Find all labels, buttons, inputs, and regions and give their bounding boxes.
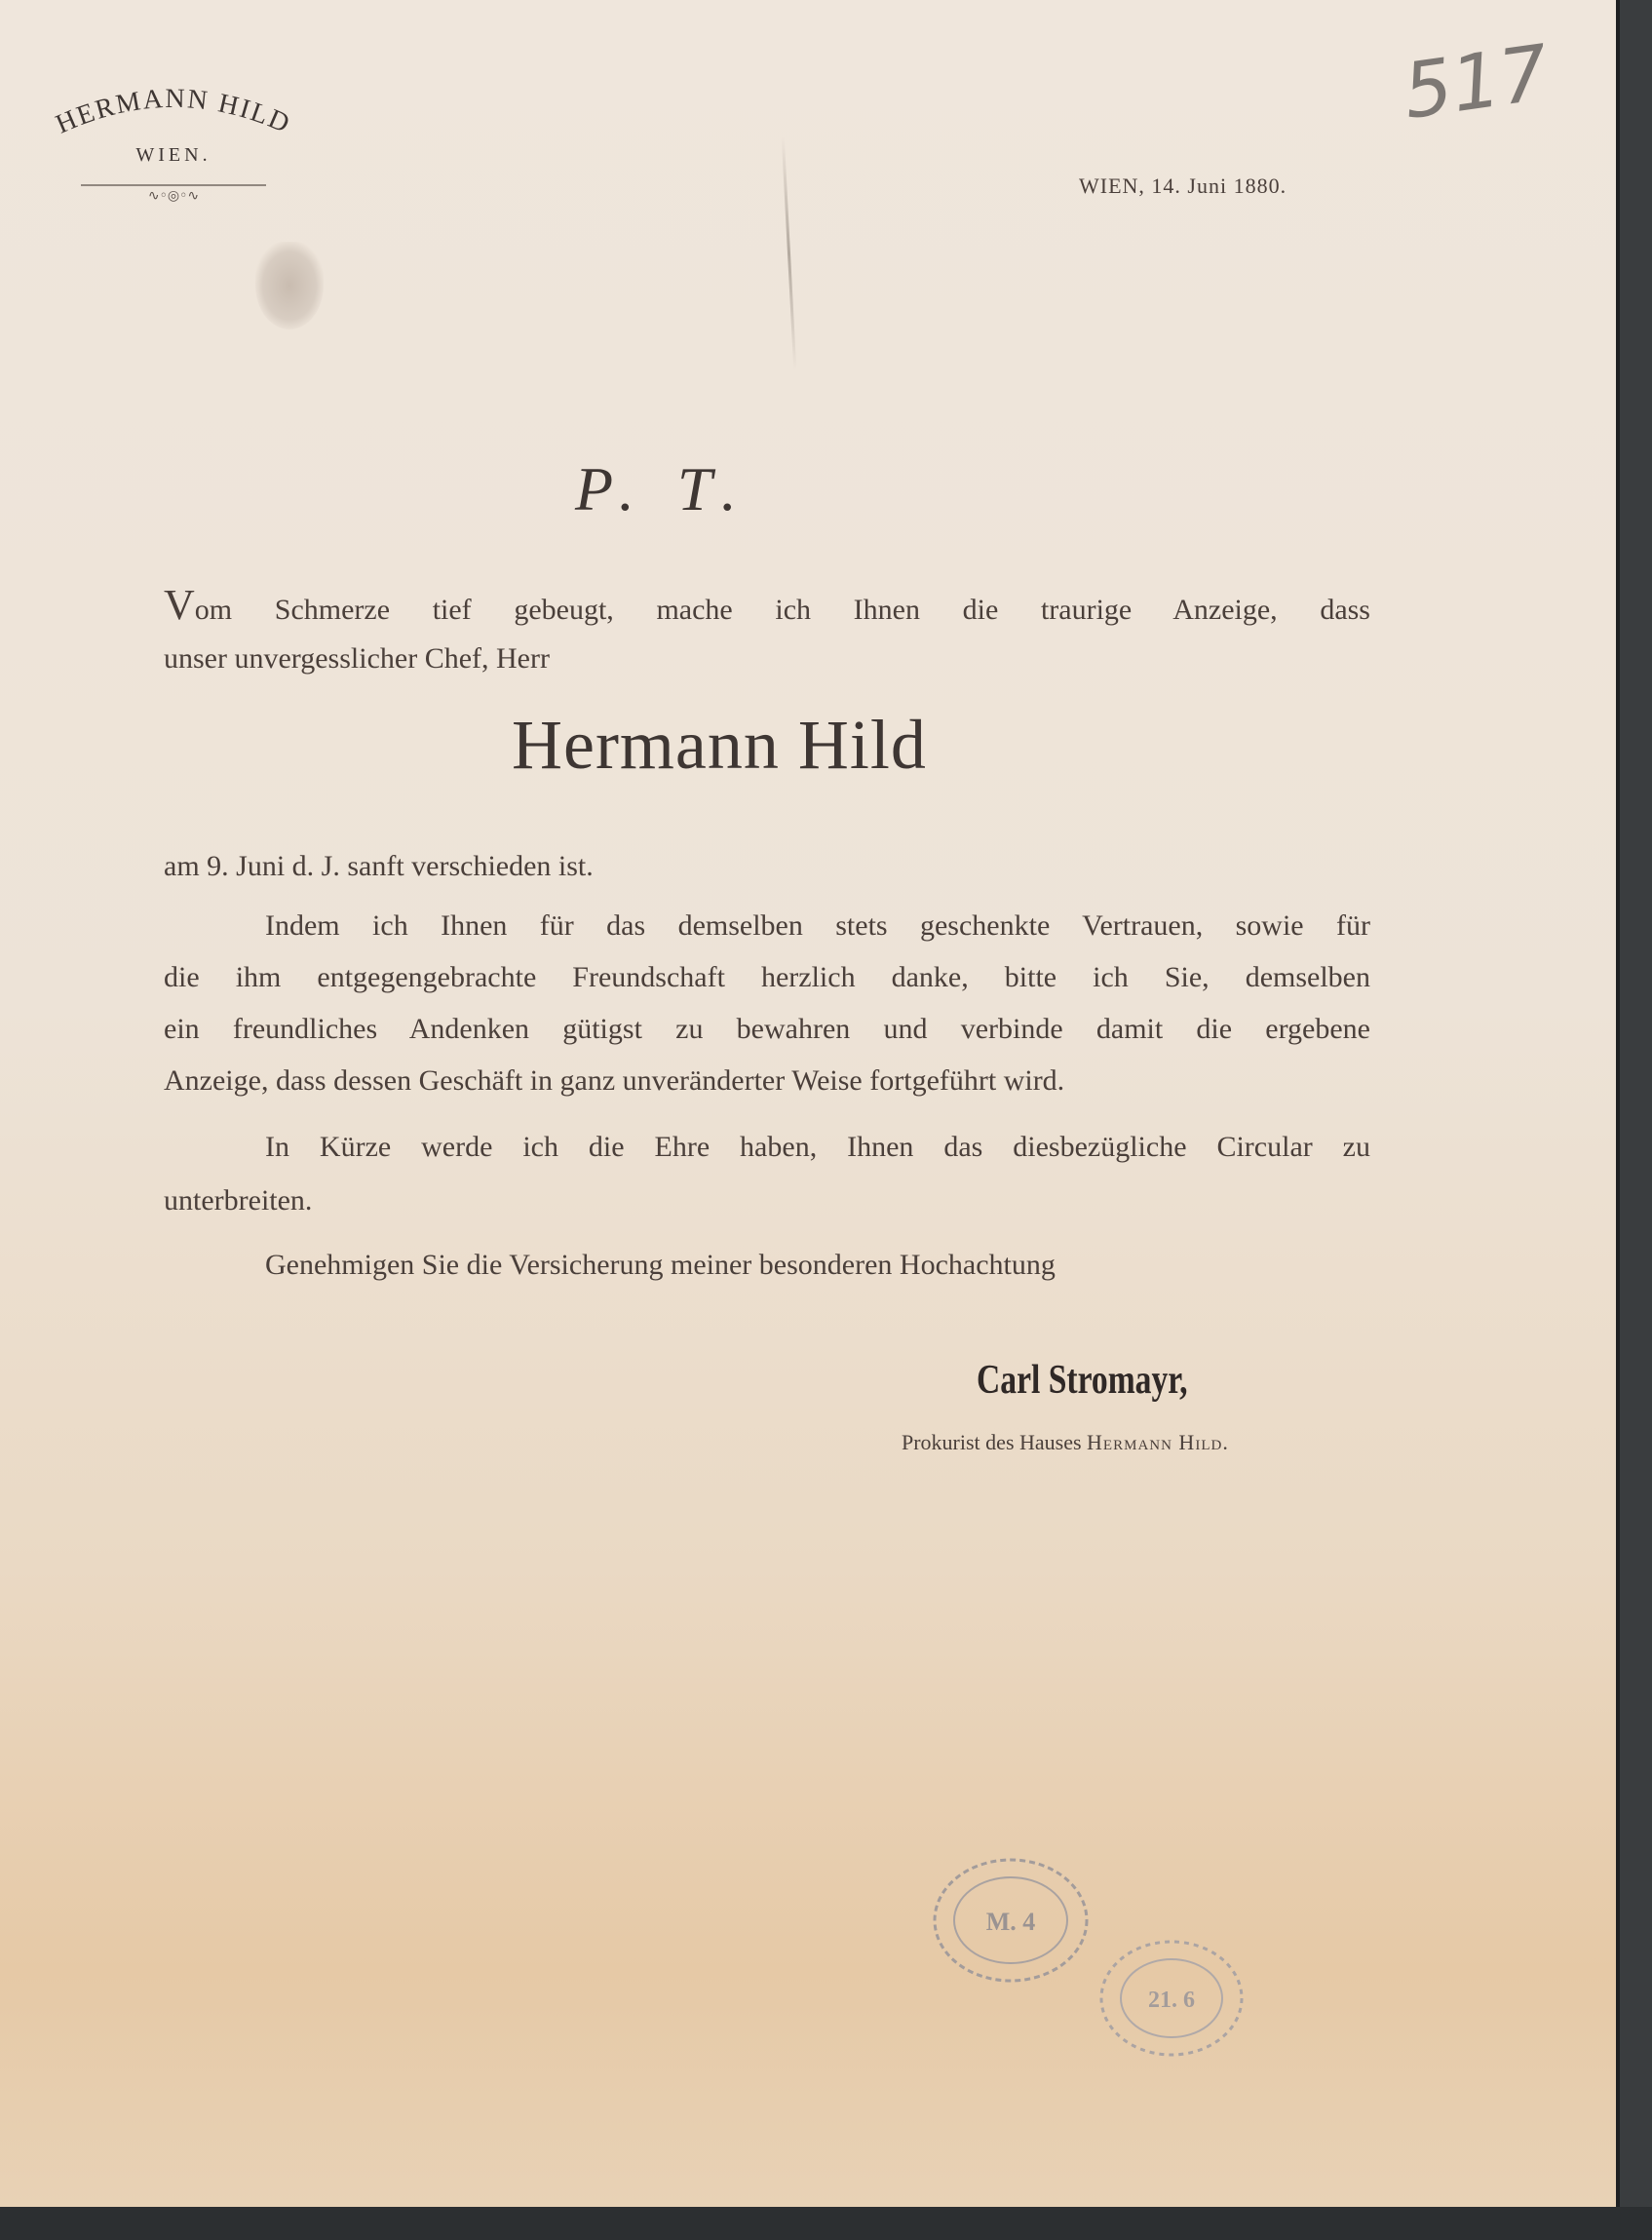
- para3-line1: Indem ich Ihnen für das demselben stets geschenkte Vertrauen, sowie für: [265, 909, 1370, 942]
- paper-crease: [782, 136, 797, 370]
- para1-line1-text: om Schmerze tief gebeugt, mache ich Ihnen die traurige Anzeige, dass: [194, 594, 1370, 626]
- signature: Carl Stromayr,: [977, 1358, 1188, 1403]
- para1-line2: unser unvergesslicher Chef, Herr: [164, 642, 550, 675]
- archive-stamp-2: [1094, 1935, 1249, 2062]
- deceased-name: Hermann Hild: [512, 706, 927, 784]
- para3-line2: die ihm entgegengebrachte Freundschaft herzlich danke, bitte ich Sie, demselben: [164, 961, 1370, 993]
- para2: am 9. Juni d. J. sanft verschieden ist.: [164, 850, 594, 882]
- svg-text:HERMANN HILD: HERMANN HILD: [51, 83, 296, 140]
- closing-line: Genehmigen Sie die Versicherung meiner besonderen Hochachtung: [265, 1249, 1056, 1281]
- stamp1-text: M. 4: [985, 1908, 1036, 1936]
- date-line: WIEN, 14. Juni 1880.: [1079, 174, 1287, 198]
- scan-border: [0, 2207, 1652, 2240]
- para4-line2: unterbreiten.: [164, 1184, 313, 1217]
- para1-line1: [164, 580, 1370, 636]
- para3-line4: Anzeige, dass dessen Geschäft in ganz unveränderter Weise fortgeführt wird.: [164, 1064, 1065, 1097]
- archive-number: 517: [1398, 29, 1555, 136]
- letterhead-logo: [27, 78, 320, 205]
- signature-title: [902, 1430, 1229, 1455]
- para4-line1: In Kürze werde ich die Ehre haben, Ihnen das diesbezügliche Circular zu: [265, 1131, 1370, 1163]
- salutation: P. T.: [575, 454, 750, 523]
- para1-initial: V: [164, 581, 195, 629]
- signature-title-prefix: Prokurist des Hauses: [902, 1430, 1088, 1454]
- signature-title-firm: Hermann Hild.: [1087, 1430, 1229, 1454]
- stamp2-text: 21. 6: [1148, 1988, 1195, 2013]
- archive-stamp-1: [928, 1852, 1094, 1989]
- svg-text:∿◦◎◦∿: ∿◦◎◦∿: [147, 188, 200, 204]
- para3-line3: ein freundliches Andenken gütigst zu bewahren und verbinde damit die ergebene: [164, 1013, 1370, 1045]
- svg-text:WIEN.: WIEN.: [135, 144, 211, 166]
- paper-stain: [255, 242, 324, 329]
